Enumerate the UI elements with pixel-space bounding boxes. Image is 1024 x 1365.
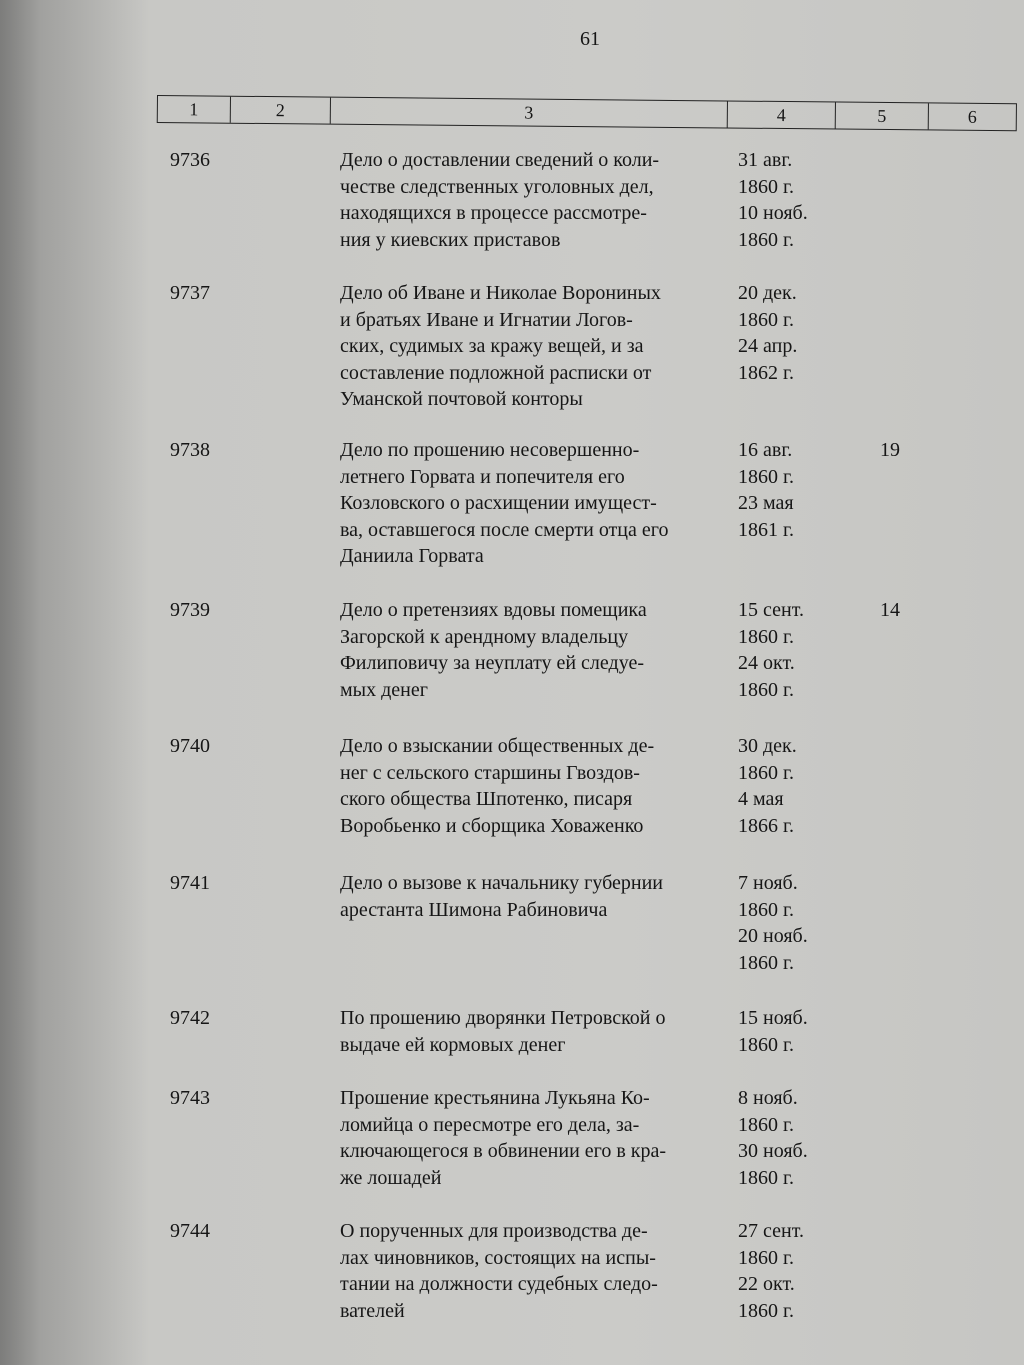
date-line: 24 апр. xyxy=(738,335,798,357)
entry-description xyxy=(340,1218,735,1324)
description-line: и братьях Иване и Игнатии Логов- xyxy=(340,308,633,331)
date-line: 1860 г. xyxy=(738,625,794,648)
date-line: 23 мая xyxy=(738,492,794,514)
entry-number: 9737 xyxy=(170,282,210,304)
date-line: 20 дек. xyxy=(738,282,797,304)
entry-number: 9743 xyxy=(170,1087,210,1109)
description-line: Дело о взыскании общественных де- xyxy=(340,735,655,757)
date-line: 10 нояб. xyxy=(738,202,808,224)
description-line: Загорской к арендному владельцу xyxy=(340,625,629,648)
date-line: 1860 г. xyxy=(738,228,794,251)
description-line: Прошение крестьянина Лукьяна Ко- xyxy=(340,1087,650,1109)
description-line: Дело по прошению несовершенно- xyxy=(340,439,640,461)
description-line: нег с сельского старшины Гвоздов- xyxy=(340,761,640,784)
date-line: 1860 г. xyxy=(738,951,794,974)
date-line: 1860 г. xyxy=(738,678,794,701)
date-line: 1860 г. xyxy=(738,308,794,331)
entry-dates xyxy=(738,597,848,703)
description-line: Воробьенко и сборщика Ховаженко xyxy=(340,814,644,837)
description-line: мых денег xyxy=(340,678,428,701)
description-line: находящихся в процессе рассмотре- xyxy=(340,202,647,224)
date-line: 27 сент. xyxy=(738,1220,804,1242)
entry-dates xyxy=(738,1085,848,1191)
description-line: Филиповичу за неуплату ей следуе- xyxy=(340,652,644,674)
entry-description xyxy=(340,870,735,923)
entry-sheet-count: 19 xyxy=(880,439,900,461)
date-line: 24 окт. xyxy=(738,652,795,674)
date-line: 1860 г. xyxy=(738,1166,794,1189)
date-line: 1860 г. xyxy=(738,175,794,198)
date-line: 16 авг. xyxy=(738,439,793,461)
date-line: 1860 г. xyxy=(738,1033,794,1056)
entry-dates xyxy=(738,147,848,253)
date-line: 15 сент. xyxy=(738,599,804,621)
column-header-1: 1 xyxy=(158,96,231,123)
page-number: 61 xyxy=(580,28,600,50)
entry-description xyxy=(340,280,735,413)
date-line: 1866 г. xyxy=(738,814,794,837)
description-line: Дело о доставлении сведений о коли- xyxy=(340,149,660,171)
entry-dates xyxy=(738,437,848,543)
entry-description xyxy=(340,1005,735,1058)
description-line: лах чиновников, состоящих на испы- xyxy=(340,1246,656,1269)
description-line: Дело о вызове к начальнику губернии xyxy=(340,872,663,894)
date-line: 1860 г. xyxy=(738,1113,794,1136)
description-line: ских, судимых за кражу вещей, и за xyxy=(340,335,644,357)
column-header-6: 6 xyxy=(967,106,977,127)
entry-sheet-count: 14 xyxy=(880,599,900,621)
description-line: ния у киевских приставов xyxy=(340,228,561,251)
entry-number: 9736 xyxy=(170,149,210,171)
column-header-row xyxy=(157,95,1017,131)
column-header-3: 3 xyxy=(331,98,728,128)
description-line: выдаче ей кормовых денег xyxy=(340,1033,566,1056)
description-line: же лошадей xyxy=(340,1166,442,1189)
description-line: Дело о претензиях вдовы помещика xyxy=(340,599,647,621)
description-line: ключающегося в обвинении его в кра- xyxy=(340,1140,667,1162)
description-line: Даниила Горвата xyxy=(340,545,484,567)
description-line: тании на должности судебных следо- xyxy=(340,1273,658,1295)
entry-description xyxy=(340,1085,735,1191)
entry-number: 9738 xyxy=(170,439,210,461)
entry-number: 9740 xyxy=(170,735,210,757)
entry-description xyxy=(340,437,735,570)
date-line: 1860 г. xyxy=(738,761,794,784)
entry-number: 9741 xyxy=(170,872,210,894)
description-line: Уманской почтовой конторы xyxy=(340,388,583,410)
date-line: 22 окт. xyxy=(738,1273,795,1295)
date-line: 20 нояб. xyxy=(738,925,808,947)
description-line: арестанта Шимона Рабиновича xyxy=(340,898,608,921)
date-line: 31 авг. xyxy=(738,149,793,171)
entry-description xyxy=(340,733,735,839)
date-line: 8 нояб. xyxy=(738,1087,798,1109)
description-line: ломийца о пересмотре его дела, за- xyxy=(340,1113,640,1136)
date-line: 4 мая xyxy=(738,788,784,810)
description-line: честве следственных уголовных дел, xyxy=(340,175,654,198)
entry-dates xyxy=(738,870,848,976)
column-header-5: 5 xyxy=(836,103,929,130)
date-line: 1861 г. xyxy=(738,518,794,541)
column-header-2: 2 xyxy=(231,97,331,124)
entry-number: 9744 xyxy=(170,1220,210,1242)
date-line: 1860 г. xyxy=(738,898,794,921)
entry-dates xyxy=(738,280,848,386)
description-line: составление подложной расписки от xyxy=(340,361,652,384)
date-line: 1862 г. xyxy=(738,361,794,384)
description-line: ва, оставшегося после смерти отца его xyxy=(340,518,669,541)
date-line: 30 дек. xyxy=(738,735,797,757)
date-line: 30 нояб. xyxy=(738,1140,808,1162)
entry-description xyxy=(340,147,735,253)
entry-description xyxy=(340,597,735,703)
facing-page-shadow xyxy=(0,0,150,1365)
description-line: По прошению дворянки Петровской о xyxy=(340,1007,666,1029)
entry-dates xyxy=(738,733,848,839)
description-line: Дело об Иване и Николае Ворониных xyxy=(340,282,661,304)
column-header-4: 4 xyxy=(728,101,836,128)
description-line: О порученных для производства де- xyxy=(340,1220,648,1242)
description-line: летнего Горвата и попечителя его xyxy=(340,465,625,488)
date-line: 1860 г. xyxy=(738,1246,794,1269)
entry-dates xyxy=(738,1005,848,1058)
date-line: 7 нояб. xyxy=(738,872,798,894)
entry-number: 9742 xyxy=(170,1007,210,1029)
description-line: ского общества Шпотенко, писаря xyxy=(340,788,633,810)
date-line: 15 нояб. xyxy=(738,1007,808,1029)
description-line: вателей xyxy=(340,1299,405,1322)
date-line: 1860 г. xyxy=(738,465,794,488)
entry-dates xyxy=(738,1218,848,1324)
date-line: 1860 г. xyxy=(738,1299,794,1322)
description-line: Козловского о расхищении имущест- xyxy=(340,492,657,514)
entry-number: 9739 xyxy=(170,599,210,621)
